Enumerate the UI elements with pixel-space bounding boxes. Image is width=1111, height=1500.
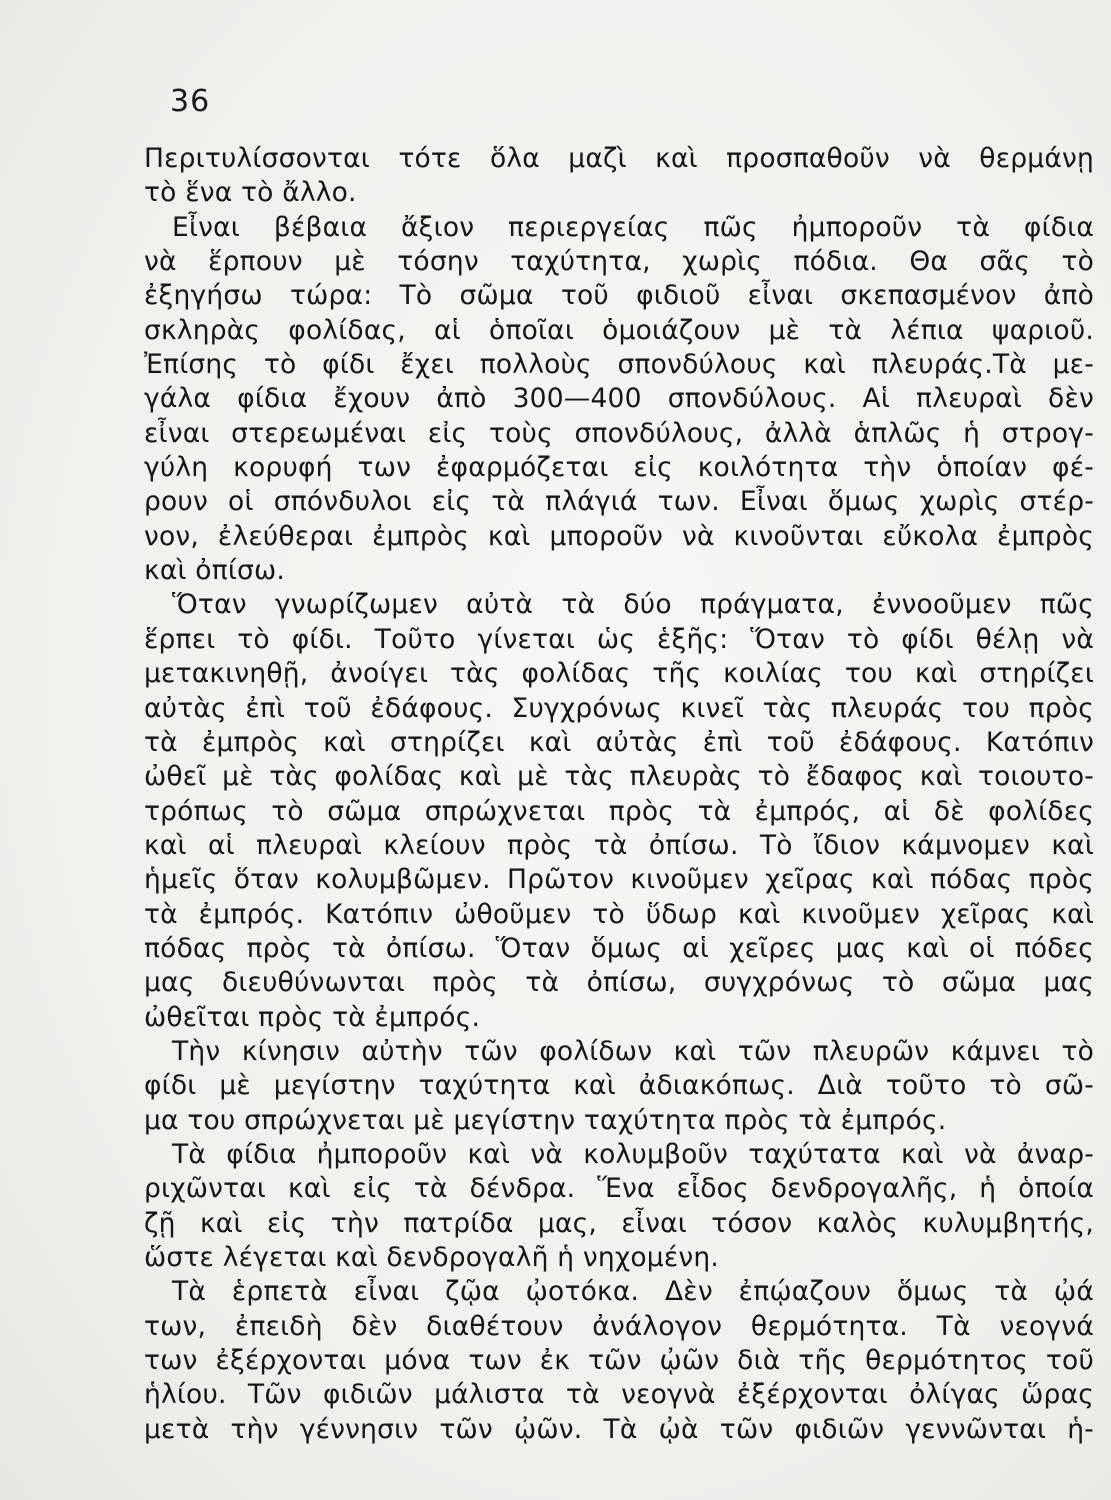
- text-line: αὐτὰς ἐπὶ τοῦ ἐδάφους. Συγχρόνως κινεῖ τὰς πλευράς του πρὸς: [144, 692, 1094, 724]
- text-line: ἐξηγήσω τώρα: Τὸ σῶμα τοῦ φιδιοῦ εἶναι σκεπασμένον ἀπὸ: [144, 280, 1094, 312]
- text-line: ὥστε λέγεται καὶ δενδρογαλῆ ἡ νηχομένη.: [144, 1242, 719, 1273]
- text-line: τὸ ἕνα τὸ ἄλλο.: [144, 177, 357, 209]
- text-line: των ἐξέρχονται μόνα των ἐκ τῶν ᾠῶν διὰ τῆς θερμότητος τοῦ: [144, 1345, 1094, 1377]
- text-line: τὰ ἐμπρὸς καὶ στηρίζει καὶ αὐτὰς ἐπὶ τοῦ ἐδάφους. Κατόπιν: [144, 726, 1094, 758]
- text-line: Ὅταν γνωρίζωμεν αὐτὰ τὰ δύο πράγματα, ἐννοοῦμεν πῶς: [172, 589, 1094, 621]
- text-line: τὰ ἐμπρός. Κατόπιν ὠθοῦμεν τὸ ὕδωρ καὶ κινοῦμεν χεῖρας καὶ: [144, 898, 1094, 930]
- text-line: ἕρπει τὸ φίδι. Τοῦτο γίνεται ὡς ἑξῆς: Ὅταν τὸ φίδι θέλῃ νὰ: [144, 623, 1094, 655]
- text-line: ριχῶνται καὶ εἰς τὰ δένδρα. Ἕνα εἶδος δενδρογαλῆς, ἡ ὁποία: [144, 1173, 1094, 1205]
- text-line: μετὰ τὴν γέννησιν τῶν ᾠῶν. Τὰ ᾠὰ τῶν φιδιῶν γεννῶνται ἡ-: [144, 1413, 1094, 1445]
- text-line: Τὰ φίδια ἠμποροῦν καὶ νὰ κολυμβοῦν ταχύτατα καὶ νὰ ἀναρ-: [172, 1138, 1094, 1170]
- page-number: 36: [170, 84, 211, 119]
- text-line: ὠθεῖται πρὸς τὰ ἐμπρός.: [144, 1001, 481, 1033]
- text-line: καὶ ὀπίσω.: [144, 555, 286, 587]
- text-line: φίδι μὲ μεγίστην ταχύτητα καὶ ἀδιακόπως. Διὰ τοῦτο τὸ σῶ-: [144, 1070, 1094, 1102]
- text-line: των, ἐπειδὴ δὲν διαθέτουν ἀνάλογον θερμότητα. Τὰ νεογνά: [144, 1310, 1094, 1342]
- text-line: Τὴν κίνησιν αὐτὴν τῶν φολίδων καὶ τῶν πλευρῶν κάμνει τὸ: [172, 1035, 1094, 1067]
- text-line: τρόπως τὸ σῶμα σπρώχνεται πρὸς τὰ ἐμπρός, αἱ δὲ φολίδες: [144, 795, 1094, 827]
- text-line: ὠθεῖ μὲ τὰς φολίδας καὶ μὲ τὰς πλευρὰς τὸ ἔδαφος καὶ τοιουτο-: [144, 761, 1094, 793]
- text-line: νὰ ἕρπουν μὲ τόσην ταχύτητα, χωρὶς πόδια. Θα σᾶς τὸ: [144, 246, 1094, 278]
- text-line: σκληρὰς φολίδας, αἱ ὁποῖαι ὁμοιάζουν μὲ τὰ λέπια ψαριοῦ.: [144, 314, 1094, 346]
- text-line: Περιτυλίσσονται τότε ὅλα μαζὶ καὶ προσπαθοῦν νὰ θερμάνῃ: [144, 143, 1094, 174]
- text-line: Τὰ ἑρπετὰ εἶναι ζῷα ᾠοτόκα. Δὲν ἐπῴαζουν ὅμως τὰ ᾠά: [172, 1276, 1094, 1308]
- text-line: ζῇ καὶ εἰς τὴν πατρίδα μας, εἶναι τόσον καλὸς κυλυμβητής,: [144, 1207, 1094, 1239]
- text-line: καὶ αἱ πλευραὶ κλείουν πρὸς τὰ ὀπίσω. Τὸ ἴδιον κάμνομεν καὶ: [144, 829, 1094, 861]
- text-line: γάλα φίδια ἔχουν ἀπὸ 300—400 σπονδύλους. Αἱ πλευραὶ δὲν: [144, 383, 1094, 415]
- text-line: νον, ἐλεύθεραι ἐμπρὸς καὶ μποροῦν νὰ κινοῦνται εὔκολα ἐμπρὸς: [144, 520, 1094, 552]
- text-line: εἶναι στερεωμέναι εἰς τοὺς σπονδύλους, ἀλλὰ ἁπλῶς ἡ στρογ-: [144, 417, 1094, 449]
- text-line: Εἶναι βέβαια ἄξιον περιεργείας πῶς ἠμποροῦν τὰ φίδια: [172, 211, 1094, 243]
- text-line: ρουν οἱ σπόνδυλοι εἰς τὰ πλάγιά των. Εἶναι ὅμως χωρὶς στέρ-: [144, 486, 1094, 518]
- text-line: πόδας πρὸς τὰ ὀπίσω. Ὅταν ὅμως αἱ χεῖρες μας καὶ οἱ πόδες: [144, 932, 1094, 964]
- text-line: μας διευθύνωνται πρὸς τὰ ὀπίσω, συγχρόνως τὸ σῶμα μας: [144, 967, 1094, 999]
- text-line: μα του σπρώχνεται μὲ μεγίστην ταχύτητα πρὸς τὰ ἐμπρός.: [144, 1104, 947, 1136]
- text-line: ἡμεῖς ὅταν κολυμβῶμεν. Πρῶτον κινοῦμεν χεῖρας καὶ πόδας πρὸς: [144, 864, 1094, 896]
- body-text: [144, 142, 1094, 1447]
- text-line: μετακινηθῇ, ἀνοίγει τὰς φολίδας τῆς κοιλίας του καὶ στηρίζει: [144, 658, 1094, 690]
- text-line: γύλη κορυφή των ἐφαρμόζεται εἰς κοιλότητα τὴν ὁποίαν φέ-: [144, 452, 1094, 484]
- text-line: Ἐπίσης τὸ φίδι ἔχει πολλοὺς σπονδύλους καὶ πλευράς.Τὰ με-: [144, 349, 1094, 381]
- text-line: ἡλίου. Τῶν φιδιῶν μάλιστα τὰ νεογνὰ ἐξέρχονται ὀλίγας ὥρας: [144, 1379, 1094, 1411]
